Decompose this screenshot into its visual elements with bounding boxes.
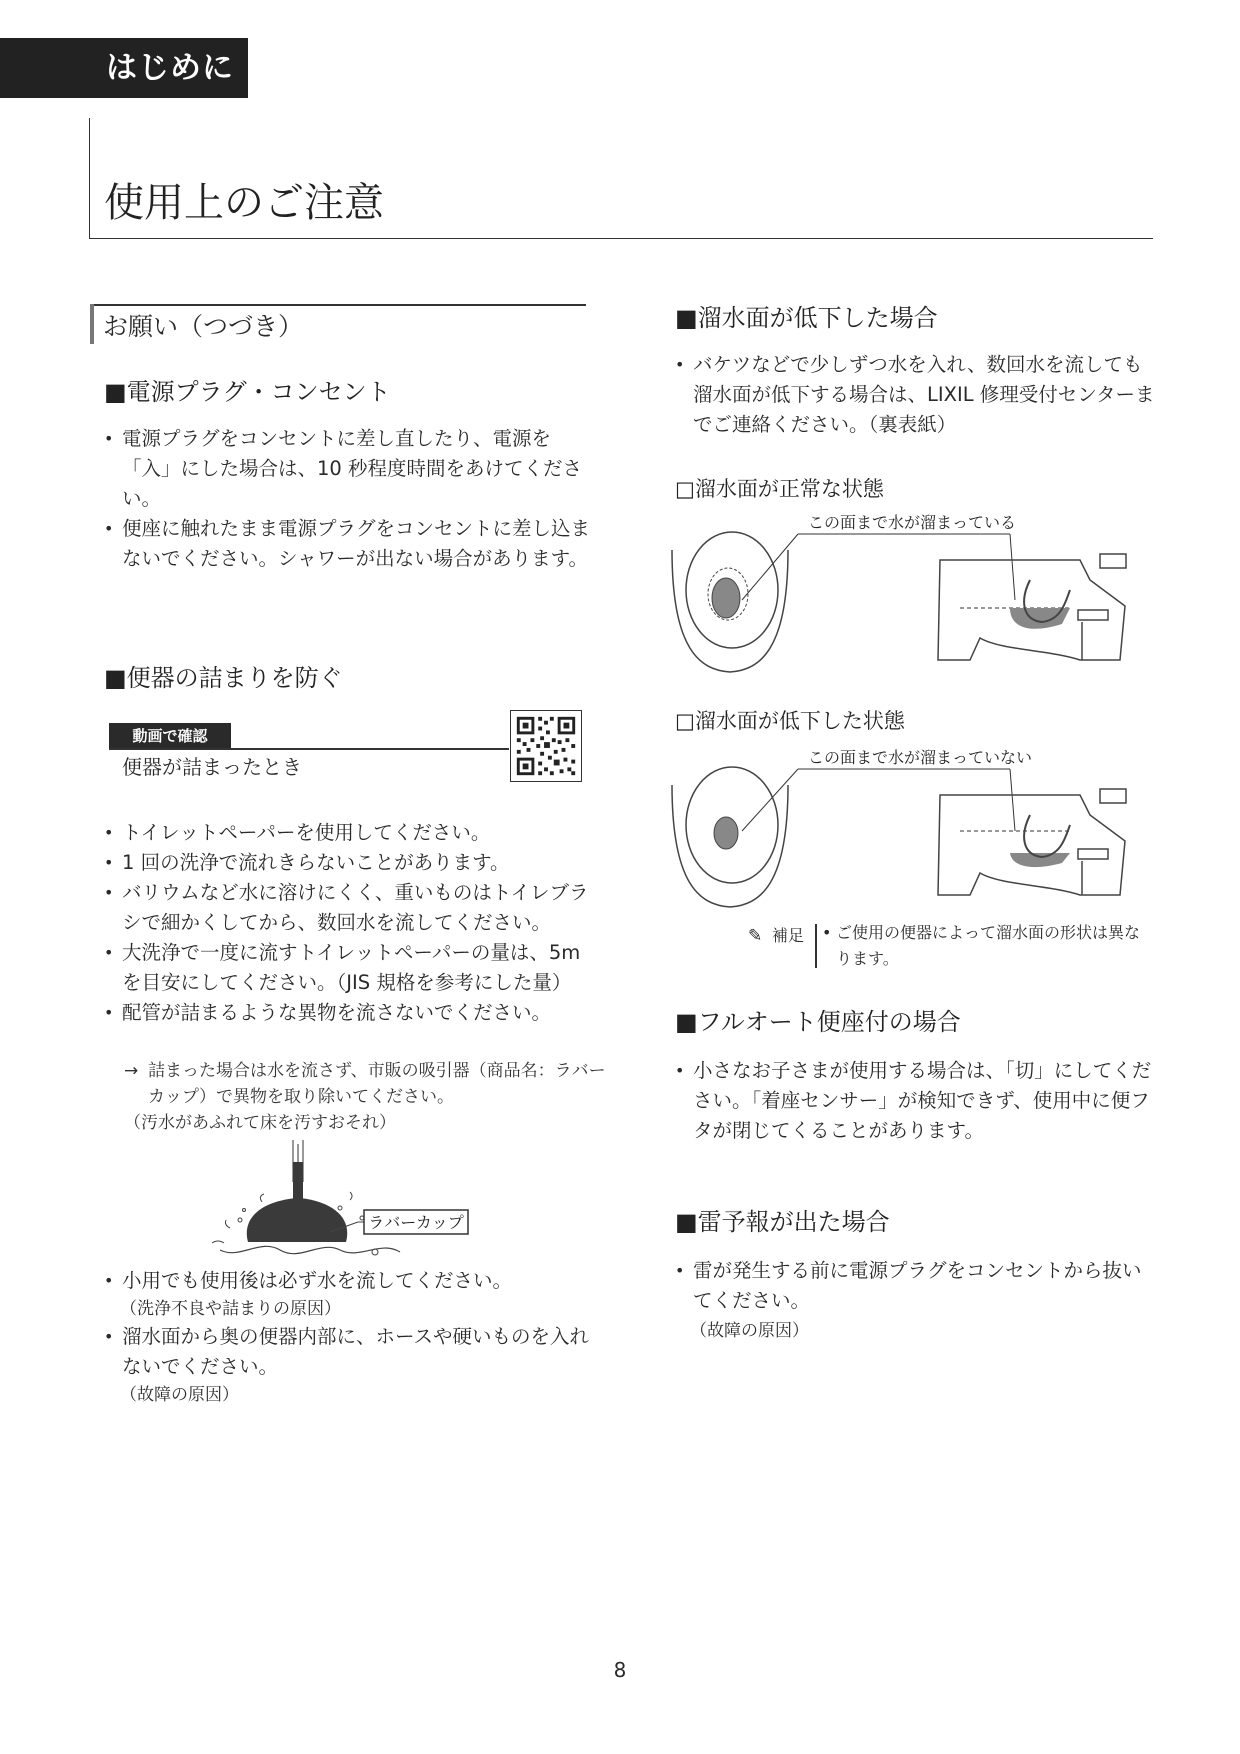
section-marker-bar: [90, 304, 94, 344]
clog-prevention-heading: ■便器の詰まりを防ぐ: [104, 664, 343, 692]
list-item-note: （洗浄不良や詰まりの原因）: [120, 1299, 341, 1319]
water-level-list: [675, 350, 1159, 440]
plunger-label: ラバーカップ: [368, 1213, 464, 1232]
arrow-right-icon: →: [124, 1061, 139, 1081]
list-item: • バケツなどで少しずつ水を入れ、数回水を流しても溜水面が低下する場合は、LIXIL 修理受付センターまでご連絡ください。（裏表紙）: [675, 350, 1159, 440]
supplement-label: 補足: [772, 926, 805, 945]
list-item: • 小さなお子さまが使用する場合は、「切」にしてください。「着座センサー」が検知できず、使用中に便フタが閉じてくることがあります。: [675, 1056, 1159, 1146]
low-water-diagram: [670, 745, 1150, 915]
list-item-note: （故障の原因）: [120, 1385, 239, 1405]
thunder-list: [675, 1256, 1159, 1316]
video-rule: [109, 748, 509, 750]
arrow-note-text: 詰まった場合は水を流さず、市販の吸引器（商品名：ラバーカップ）で異物を取り除いてください。: [148, 1061, 606, 1107]
list-item: [104, 1266, 592, 1322]
video-caption: 便器が詰まったとき: [122, 755, 302, 779]
list-item-text: 小用でも使用後は必ず水を流してください。: [122, 1269, 513, 1292]
thunder-heading: ■雷予報が出た場合: [675, 1208, 890, 1236]
title-vertical-rule: [89, 118, 90, 239]
pencil-icon: ✎: [748, 926, 763, 946]
qr-code-icon[interactable]: [510, 710, 582, 782]
normal-callout: この面まで水が溜まっている: [808, 513, 1017, 532]
page-title: 使用上のご注意: [104, 180, 384, 226]
video-badge: 動画で確認: [109, 723, 231, 749]
section-title: お願い（つづき）: [103, 312, 304, 341]
normal-state-heading: □溜水面が正常な状態: [675, 477, 884, 501]
list-item: • 雷が発生する前に電源プラグをコンセントから抜いてください。: [675, 1256, 1159, 1316]
thunder-note: （故障の原因）: [690, 1321, 809, 1341]
clog-list: [104, 818, 592, 1028]
supplement-list: [822, 920, 1142, 972]
supplement-text: • ご使用の便器によって溜水面の形状は異なります。: [822, 920, 1142, 972]
list-item: • 電源プラグをコンセントに差し直したり、電源を「入」にした場合は、10 秒程度時間をあけてください。: [104, 424, 592, 514]
full-auto-heading: ■フルオート便座付の場合: [675, 1008, 961, 1036]
section-tab: はじめに: [0, 38, 248, 98]
power-plug-list: [104, 424, 592, 574]
list-item: • 配管が詰まるような異物を流さないでください。: [104, 998, 592, 1028]
paren-note: （汚水があふれて床を汚すおそれ）: [124, 1113, 396, 1133]
supplement-divider: [815, 924, 817, 968]
section-top-rule: [94, 304, 586, 306]
usage-list: [104, 1266, 592, 1408]
normal-water-diagram: [670, 510, 1150, 680]
list-item: • 大洗浄で一度に流すトイレットペーパーの量は、5m を目安にしてください。（JIS 規格を参考にした量）: [104, 938, 592, 998]
water-level-heading: ■溜水面が低下した場合: [675, 304, 938, 332]
list-item-text: 溜水面から奥の便器内部に、ホースや硬いものを入れないでください。: [122, 1325, 590, 1378]
low-callout: この面まで水が溜まっていない: [808, 748, 1033, 767]
page-number: 8: [613, 1658, 627, 1682]
list-item: [104, 1322, 592, 1408]
list-item: • トイレットペーパーを使用してください。: [104, 818, 592, 848]
low-state-heading: □溜水面が低下した状態: [675, 709, 905, 733]
list-item: • バリウムなど水に溶けにくく、重いものはトイレブラシで細かくしてから、数回水を流してください。: [104, 878, 592, 938]
clog-arrow-note: [104, 1058, 612, 1110]
power-plug-heading: ■電源プラグ・コンセント: [104, 378, 391, 406]
list-item: • 便座に触れたまま電源プラグをコンセントに差し込まないでください。シャワーが出ない場合があります。: [104, 514, 592, 574]
list-item: • 1 回の洗浄で流れきらないことがあります。: [104, 848, 592, 878]
title-horizontal-rule: [89, 238, 1153, 239]
full-auto-list: [675, 1056, 1159, 1146]
plunger-illustration: [200, 1140, 480, 1262]
